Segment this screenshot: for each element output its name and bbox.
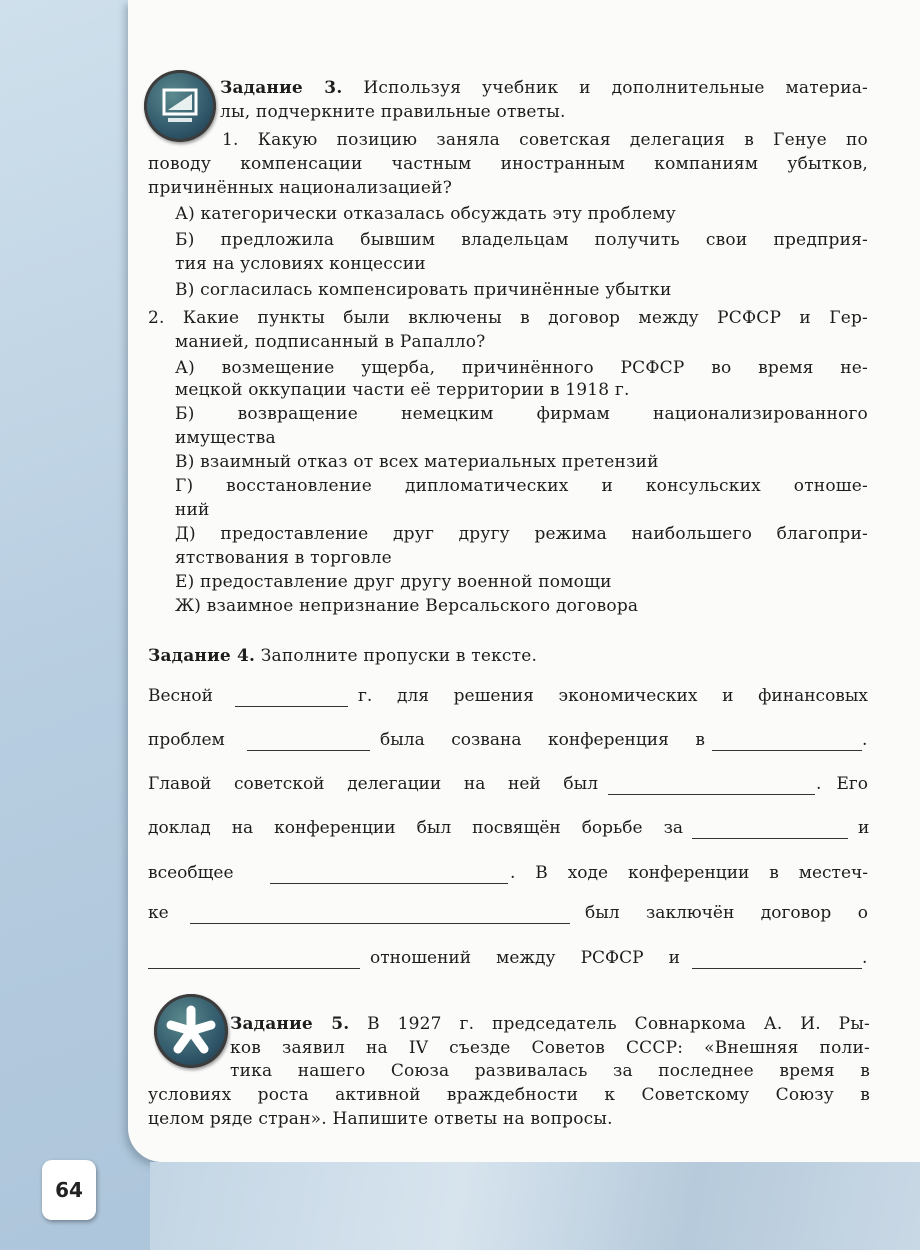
q2-option-g[interactable]: Ж) взаимное непризнание Версальского договора	[175, 596, 639, 616]
q2-option-a[interactable]: А) возмещение ущерба, причинённого РСФСР во время не-	[175, 358, 868, 378]
q2-option-d-cont[interactable]: ний	[175, 500, 210, 520]
fill-line-1	[148, 686, 868, 712]
page-number: 64	[42, 1160, 96, 1220]
fill-line-2	[148, 730, 868, 756]
q2-line: манией, подписанный в Рапалло?	[175, 332, 486, 352]
fill-line-3	[148, 774, 868, 800]
q1-line: поводу компенсации частным иностранным компаниям убытков,	[148, 154, 868, 174]
task4-title: Задание 4.	[148, 646, 256, 666]
fill-text: .	[862, 948, 868, 968]
asterisk-glyph	[154, 994, 228, 1068]
fill-text: . В ходе конференции в местеч-	[510, 863, 868, 883]
blank-relations[interactable]	[148, 968, 360, 969]
page-footer-band	[150, 1162, 920, 1250]
fill-text: всеобщее	[148, 863, 234, 883]
blank-struggle[interactable]	[692, 838, 848, 839]
blank-year[interactable]	[235, 706, 348, 707]
blank-head-of-delegation[interactable]	[608, 794, 815, 795]
task5-text: В 1927 г. председатель Совнаркома А. И. Ры-	[367, 1014, 870, 1034]
fill-text: была созвана конференция в	[380, 730, 705, 750]
q2-option-e[interactable]: Д) предоставление друг другу режима наибольшего благопри-	[175, 524, 868, 544]
q1-line: причинённых национализацией?	[148, 178, 453, 198]
task3-intro: Используя учебник и дополнительные материа-	[363, 78, 869, 98]
q1-option-b-cont[interactable]: тия на условиях концессии	[175, 254, 426, 274]
q2-option-d[interactable]: Г) восстановление дипломатических и консульских отноше-	[175, 476, 868, 496]
fill-line-7	[148, 948, 868, 974]
q1-option-b[interactable]: Б) предложила бывшим владельцам получить свои предприя-	[175, 230, 868, 250]
fill-text: Весной	[148, 686, 213, 706]
fill-text: . Его	[816, 774, 868, 794]
q2-option-f[interactable]: Е) предоставление друг другу военной помощи	[175, 572, 612, 592]
task5-line: ков заявил на IV съезде Советов СССР: «Внешняя поли-	[230, 1038, 870, 1058]
fill-text: Главой советской делегации на ней был	[148, 774, 598, 794]
q1-line: 1. Какую позицию заняла советская делегация в Генуе по	[222, 130, 868, 150]
fill-line-6	[148, 903, 868, 929]
blank-city[interactable]	[712, 750, 862, 751]
task4-heading	[148, 645, 537, 667]
task3-heading-line	[220, 77, 868, 99]
fill-line-4	[148, 818, 868, 844]
task5-line: тика нашего Союза развивалась за последнее время в	[230, 1061, 870, 1081]
q1-option-c[interactable]: В) согласилась компенсировать причинённые убытки	[175, 280, 672, 300]
q2-line: 2. Какие пункты были включены в договор между РСФСР и Гер-	[148, 308, 868, 328]
blank-place[interactable]	[190, 923, 570, 924]
fill-text: отношений между РСФСР и	[370, 948, 680, 968]
task5-heading-line	[230, 1013, 870, 1035]
task3-title: Задание 3.	[220, 78, 343, 98]
fill-text: доклад на конференции был посвящён борьбе за	[148, 818, 683, 838]
blank-problems[interactable]	[247, 750, 370, 751]
fill-text: проблем	[148, 730, 225, 750]
task5-line: целом ряде стран». Напишите ответы на вопросы.	[148, 1109, 613, 1129]
fill-text: ке	[148, 903, 169, 923]
task5-line: условиях роста активной враждебности к Советскому Союзу в	[148, 1085, 870, 1105]
task5-title: Задание 5.	[230, 1014, 350, 1034]
blank-universal[interactable]	[270, 883, 508, 884]
q2-option-a-cont[interactable]: мецкой оккупации части её территории в 1918 г.	[175, 380, 630, 400]
monitor-icon	[144, 70, 216, 142]
fill-text: был заключён договор о	[585, 903, 868, 923]
q2-option-b[interactable]: Б) возвращение немецким фирмам национализированного	[175, 404, 868, 424]
q2-option-e-cont[interactable]: ятствования в торговле	[175, 548, 392, 568]
fill-text: .	[862, 730, 868, 750]
fill-line-5	[148, 863, 868, 889]
q2-option-c[interactable]: В) взаимный отказ от всех материальных претензий	[175, 452, 659, 472]
asterisk-icon	[154, 994, 228, 1068]
q2-option-b-cont[interactable]: имущества	[175, 428, 276, 448]
task4-intro: Заполните пропуски в тексте.	[260, 646, 538, 666]
task3-intro-line: лы, подчеркните правильные ответы.	[220, 102, 566, 122]
blank-country[interactable]	[692, 968, 862, 969]
fill-text: и	[858, 818, 870, 838]
monitor-glyph	[144, 70, 216, 142]
fill-text: г. для решения экономических и финансовых	[358, 686, 868, 706]
q1-option-a[interactable]: А) категорически отказалась обсуждать эту проблему	[175, 204, 676, 224]
